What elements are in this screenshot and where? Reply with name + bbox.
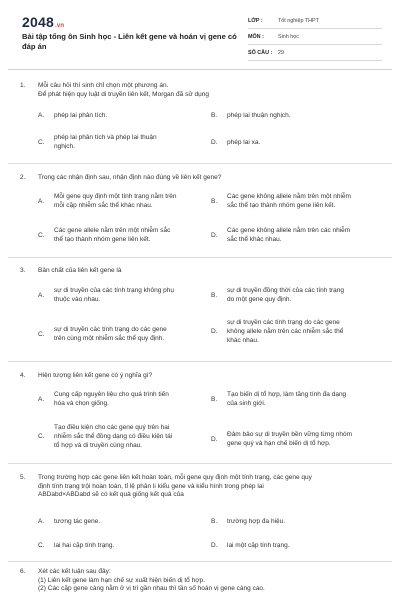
question-text-line: Mỗi câu hỏi thí sinh chỉ chọn một phương án. xyxy=(38,82,169,89)
option-letter: B. xyxy=(211,197,218,205)
option-text: Các gene allele nằm trên một nhiễm sắc thể tạo thành nhóm gene liên kết. xyxy=(54,227,171,243)
question-2-option-c[interactable] xyxy=(38,226,170,244)
option-text: Các gene không allele nằm trên một nhiễm sắc thể tạo thành nhóm gene liên kết. xyxy=(227,193,351,209)
question-5-option-d[interactable] xyxy=(211,541,290,550)
question-3-option-c[interactable] xyxy=(38,325,167,343)
option-letter: A. xyxy=(38,112,45,119)
option-text: sự di truyền đồng thời của các tính trạng do một gene quy định. xyxy=(227,287,345,303)
option-letter: A. xyxy=(38,395,45,403)
option-letter: B. xyxy=(211,518,218,525)
logo-suffix: .vn xyxy=(54,23,65,29)
question-text-line: (2) Các cặp gene càng nằm ở vị trí gần nhau thì tần số hoán vị gene càng cao. xyxy=(38,585,265,592)
question-divider xyxy=(8,561,392,562)
question-text-line: định tính trạng trội hoàn toàn, tỉ lệ phân li kiểu gene và kiểu hình trong phép lai xyxy=(38,482,264,490)
question-3-option-d[interactable] xyxy=(211,318,343,345)
question-text xyxy=(38,174,383,183)
question-2-option-b[interactable] xyxy=(211,192,351,210)
question-5-option-a[interactable] xyxy=(38,517,100,526)
question-number: 6. xyxy=(20,568,26,575)
question-text xyxy=(38,82,383,99)
meta-value: Tốt nghiệp THPT xyxy=(278,17,319,24)
question-text-line: Để phát hiện quy luật di truyền liên kết, Morgan đã sử dụng xyxy=(38,90,209,98)
question-2-option-d[interactable] xyxy=(211,226,350,244)
option-text: sự di truyền của các tính trạng không phụ thuộc vào nhau. xyxy=(54,287,174,303)
option-text: sự di truyền các tính trạng do các gene trên cùng một nhiễm sắc thể quy định. xyxy=(54,326,167,342)
document-meta xyxy=(248,13,382,61)
option-letter: C. xyxy=(38,542,45,549)
question-4-option-d[interactable] xyxy=(211,430,352,448)
option-letter: C. xyxy=(38,138,45,146)
meta-value: 29 xyxy=(278,49,284,56)
question-divider xyxy=(8,361,392,362)
question-text-line: Xét các kết luận sau đây: xyxy=(38,568,111,575)
question-text xyxy=(38,267,383,276)
meta-row-class xyxy=(248,13,382,29)
option-letter: B. xyxy=(211,291,218,299)
option-text: lai một cặp tính trạng. xyxy=(227,542,290,549)
meta-value: Sinh học xyxy=(278,33,299,40)
option-letter: B. xyxy=(211,112,218,119)
meta-label: MÔN : xyxy=(248,33,264,40)
option-text: phép lai xa. xyxy=(227,139,261,146)
question-5-option-c[interactable] xyxy=(38,541,114,550)
question-4-option-c[interactable] xyxy=(38,423,172,450)
question-5-option-b[interactable] xyxy=(211,517,285,526)
option-text: Tạo biến dị tổ hợp, làm tăng tính đa dạng của sinh giới. xyxy=(227,391,347,407)
question-text-line: Trong trường hợp các gene liên kết hoàn toàn, mỗi gene quy định một tính trạng, các gene quy xyxy=(38,474,312,481)
option-letter: D. xyxy=(211,328,218,335)
question-4-option-b[interactable] xyxy=(211,390,346,408)
question-number: 3. xyxy=(20,267,26,274)
document-header xyxy=(22,12,382,64)
option-text: Cung cấp nguyên liệu cho quá trình tiến hóa và chọn giống. xyxy=(54,391,169,407)
option-text: trường hợp đa hiệu. xyxy=(227,518,286,525)
option-letter: A. xyxy=(38,291,45,299)
question-1-option-c[interactable] xyxy=(38,133,157,151)
question-1-option-b[interactable] xyxy=(211,111,291,120)
option-letter: B. xyxy=(211,395,218,403)
option-text: lai hai cặp tính trạng. xyxy=(54,542,115,549)
question-number: 5. xyxy=(20,474,26,481)
option-letter: A. xyxy=(38,518,45,525)
meta-label: LỚP : xyxy=(248,17,263,24)
meta-row-count xyxy=(248,45,382,61)
question-number: 2. xyxy=(20,174,26,181)
document-title: Bài tập tổng ôn Sinh học - Liên kết gene và hoán vị gene có đáp án xyxy=(22,32,237,51)
option-letter: C. xyxy=(38,433,45,440)
question-text xyxy=(38,474,383,500)
question-1-option-d[interactable] xyxy=(211,138,260,147)
question-text-line: ABDabd×ABDabd sẽ có kết quả giống kết quả của xyxy=(38,491,184,498)
meta-row-subject xyxy=(248,29,382,45)
option-text: Đảm bảo sự di truyền bền vững từng nhóm gene quý và hạn chế biến dị tổ hợp. xyxy=(227,431,353,447)
option-letter: A. xyxy=(38,197,45,205)
question-divider xyxy=(8,163,392,164)
option-letter: D. xyxy=(211,435,218,443)
question-number: 1. xyxy=(20,82,26,89)
option-letter: C. xyxy=(38,330,45,338)
question-text-line: Bản chất của liên kết gene là xyxy=(38,267,122,274)
question-text-line: Hiện tượng liên kết gene có ý nghĩa gì? xyxy=(38,372,153,379)
question-number: 4. xyxy=(20,372,26,379)
question-text-line: Trong các nhận định sau, nhận định nào đúng về liên kết gene? xyxy=(38,174,222,181)
question-2-option-a[interactable] xyxy=(38,192,177,210)
question-divider xyxy=(8,257,392,258)
option-letter: D. xyxy=(211,231,218,239)
option-letter: D. xyxy=(211,542,218,549)
header-divider xyxy=(8,69,392,70)
question-divider xyxy=(8,463,392,464)
question-1-option-a[interactable] xyxy=(38,111,107,120)
question-3-option-b[interactable] xyxy=(211,286,344,304)
option-text: Mỗi gene quy định một tính trạng nằm trên mỗi cặp nhiễm sắc thể khác nhau. xyxy=(54,193,177,209)
option-text: phép lai thuận nghịch. xyxy=(227,112,291,119)
meta-label: SỐ CÂU : xyxy=(248,49,273,56)
question-4-option-a[interactable] xyxy=(38,390,169,408)
site-logo[interactable] xyxy=(22,14,64,30)
logo-text: 2048 xyxy=(22,14,54,30)
option-letter: C. xyxy=(38,231,45,239)
option-text: Tạo điều kiện cho các gene quý trên hai nhiễm sắc thể đồng dạng có điều kiện tái tổ hợp và di truyền cùng nhau. xyxy=(54,424,173,449)
option-letter: D. xyxy=(211,139,218,146)
question-text xyxy=(38,372,383,381)
option-text: phép lai phân tích. xyxy=(54,112,108,119)
question-text-line: (1) Liên kết gene làm hạn chế sự xuất hiện biến dị tổ hợp. xyxy=(38,576,205,584)
option-text: Các gene không allele nằm trên các nhiễm sắc thể khác nhau. xyxy=(227,227,351,243)
option-text: phép lai phân tích và phép lai thuận nghịch. xyxy=(54,134,157,150)
option-text: sự di truyền các tính trạng do các gene không allele nằm trên các nhiễm sắc thể khác nhau. xyxy=(227,319,344,344)
question-text xyxy=(38,568,383,594)
option-text: tương tác gene. xyxy=(54,518,101,525)
question-3-option-a[interactable] xyxy=(38,286,174,304)
